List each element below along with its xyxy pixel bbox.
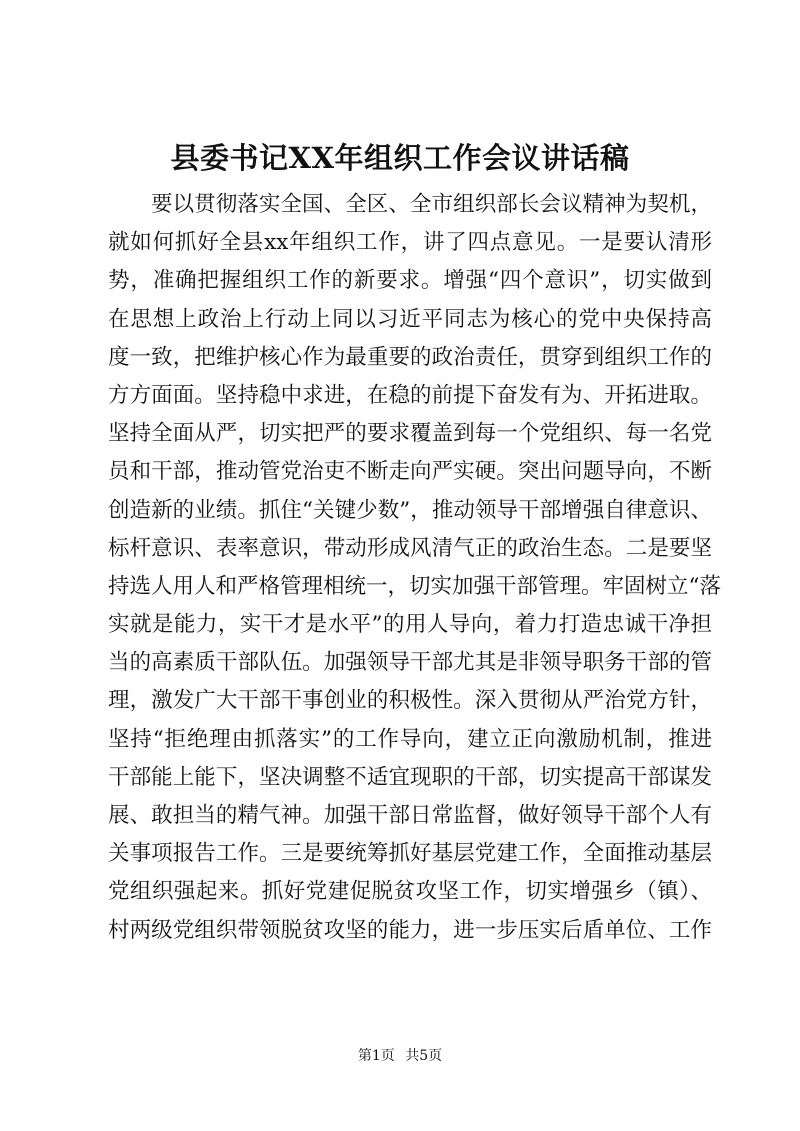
- text-line: 展、敢担当的精气神。加强干部日常监督，做好领导干部个人有: [108, 803, 712, 828]
- text-line: 当的高素质干部队伍。加强领导干部尤其是非领导职务干部的管: [108, 650, 712, 676]
- text-line: 势，准确把握组织工作的新要求。增强“四个意识”，切实做到: [108, 268, 712, 294]
- text-line: 坚持全面从严，切实把严的要求覆盖到每一个党组织、每一名党: [108, 421, 712, 447]
- text-line: 党组织强起来。抓好党建促脱贫攻坚工作，切实增强乡（镇）、: [108, 879, 712, 905]
- text-line: 干部能上能下，坚决调整不适宜现职的干部，切实提高干部谋发: [108, 764, 712, 790]
- text-line: 在思想上政治上行动上同以习近平同志为核心的党中央保持高: [108, 306, 712, 332]
- text-line: 要以贯彻落实全国、全区、全市组织部长会议精神为契机，: [151, 192, 712, 217]
- page-title: 县委书记XX年组织工作会议讲话稿: [170, 141, 630, 175]
- text-line: 村两级党组织带领脱贫攻坚的能力，进一步压实后盾单位、工作: [108, 917, 712, 943]
- text-line: 关事项报告工作。三是要统筹抓好基层党建工作，全面推动基层: [108, 841, 712, 867]
- text-line: 就如何抓好全县xx年组织工作，讲了四点意见。一是要认清形: [108, 230, 712, 256]
- text-line: 实就是能力，实干才是水平”的用人导向，着力打造忠诚干净担: [108, 612, 712, 638]
- text-line: 理，激发广大干部干事创业的积极性。深入贯彻从严治党方针，: [108, 688, 712, 714]
- text-line: 员和干部，推动管党治吏不断走向严实硬。突出问题导向，不断: [108, 459, 712, 485]
- text-line: 创造新的业绩。抓住“关键少数”，推动领导干部增强自律意识、: [108, 497, 712, 523]
- text-line: 标杆意识、表率意识，带动形成风清气正的政治生态。二是要坚: [108, 535, 712, 561]
- page-total: 共5页: [405, 1048, 443, 1064]
- page-footer: [0, 1046, 800, 1066]
- body-paragraph: [108, 186, 721, 950]
- text-line: 方方面面。坚持稳中求进，在稳的前提下奋发有为、开拓进取。: [108, 382, 712, 408]
- page-number: 第1页: [357, 1048, 395, 1064]
- text-line: 坚持“拒绝理由抓落实”的工作导向，建立正向激励机制，推进: [108, 726, 712, 752]
- text-line: 度一致，把维护核心作为最重要的政治责任，贯穿到组织工作的: [108, 344, 712, 370]
- text-line: 持选人用人和严格管理相统一，切实加强干部管理。牢固树立“落: [108, 573, 721, 599]
